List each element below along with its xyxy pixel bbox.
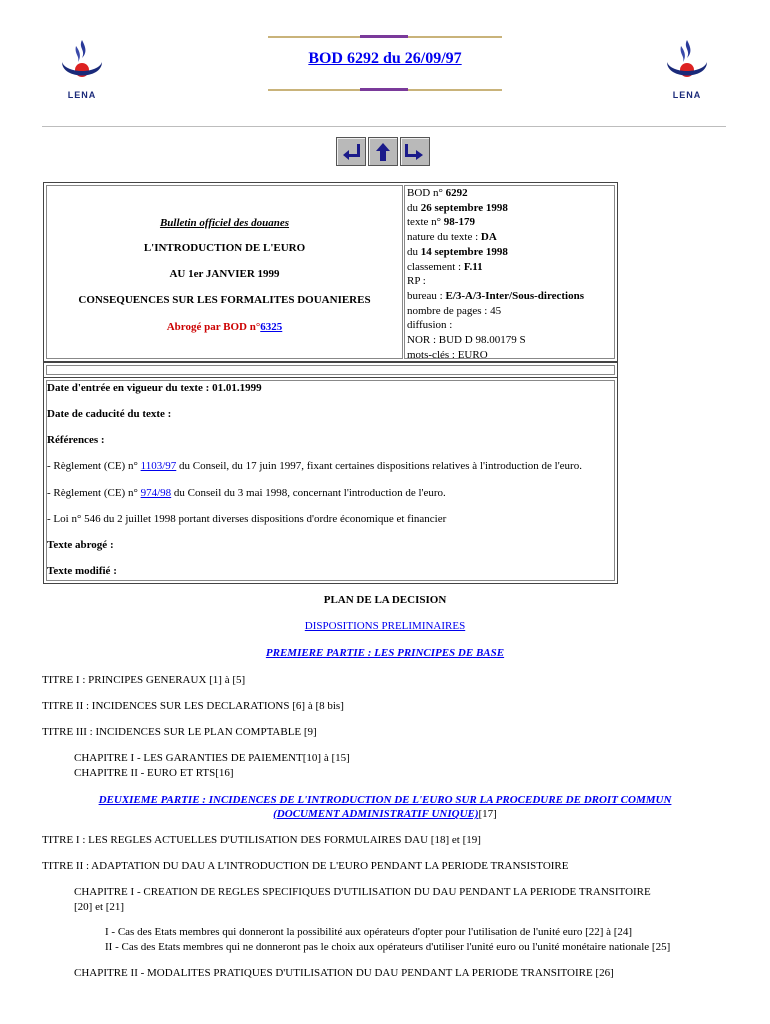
plan-titre-1: TITRE I : PRINCIPES GENERAUX [1] à [5] xyxy=(42,674,246,686)
page-title[interactable] xyxy=(268,50,502,68)
title-top-rule xyxy=(268,36,502,38)
subject-line-2: AU 1er JANVIER 1999 xyxy=(169,268,280,280)
reference-text: - Règlement (CE) n° xyxy=(47,487,141,499)
document-metadata-cell xyxy=(404,185,615,359)
empty-row xyxy=(43,362,618,378)
return-arrow-icon xyxy=(341,143,361,161)
meta-label: classement : xyxy=(407,260,464,273)
meta-nature xyxy=(407,230,497,245)
date-entree: Date d'entrée en vigueur du texte : 01.01.1999 xyxy=(47,382,262,394)
reference-1 xyxy=(47,460,582,472)
meta-rp: RP : xyxy=(407,275,426,288)
subject-line-1: L'INTRODUCTION DE L'EURO xyxy=(143,242,306,254)
next-button[interactable] xyxy=(400,137,430,166)
plan-p2-chapitre-2: CHAPITRE II - MODALITES PRATIQUES D'UTILISATION DU DAU PENDANT LA PERIODE TRANSITOIRE [26] xyxy=(74,967,614,979)
plan-titre-3: TITRE III : INCIDENCES SUR LE PLAN COMPTABLE [9] xyxy=(42,726,317,738)
meta-label: du xyxy=(407,201,421,214)
references-box xyxy=(43,377,618,584)
plan-p2-chapitre-1: CHAPITRE I - CREATION DE REGLES SPECIFIQUES D'UTILISATION DU DAU PENDANT LA PERIODE TRANSITOIRE xyxy=(74,886,651,898)
subject-line-3: CONSEQUENCES SUR LES FORMALITES DOUANIERES xyxy=(78,294,371,306)
lena-logo-right xyxy=(657,38,717,104)
link-text[interactable]: DISPOSITIONS PRELIMINAIRES xyxy=(304,620,466,632)
page-header xyxy=(0,0,770,130)
meta-nor: NOR : BUD D 98.00179 S xyxy=(407,334,526,346)
meta-value: 14 septembre 1998 xyxy=(420,245,508,258)
title-bottom-rule xyxy=(268,89,502,91)
meta-bureau xyxy=(407,289,584,304)
plan-heading: PLAN DE LA DECISION xyxy=(323,594,447,606)
meta-label: du xyxy=(407,245,421,258)
logo-text: LENA xyxy=(67,90,97,100)
logo-text: LENA xyxy=(672,90,702,100)
meta-bod xyxy=(407,186,468,201)
lena-logo-icon xyxy=(52,38,112,90)
plan-titre-2: TITRE II : INCIDENCES SUR LES DECLARATIONS [6] à [8 bis] xyxy=(42,700,344,712)
plan-link-partie-2[interactable] xyxy=(0,794,770,806)
reference-1-link[interactable]: 1103/97 xyxy=(140,460,177,472)
up-button[interactable] xyxy=(368,137,398,166)
date-caducite: Date de caducité du texte : xyxy=(47,408,172,420)
link-text[interactable]: DEUXIEME PARTIE : INCIDENCES DE L'INTRODUCTION DE L'EURO SUR LA PROCEDURE DE DROIT COMMUN xyxy=(98,794,672,806)
reference-2-link[interactable]: 974/98 xyxy=(140,487,172,499)
abroge-link[interactable]: 6325 xyxy=(260,321,283,333)
references-heading: Références : xyxy=(47,434,105,446)
plan-chapitre-2: CHAPITRE II - EURO ET RTS[16] xyxy=(74,767,234,779)
lena-logo-left xyxy=(52,38,112,104)
reference-text: - Règlement (CE) n° xyxy=(47,460,141,472)
paragraph-number: [17] xyxy=(478,808,497,820)
meta-date-2 xyxy=(407,245,508,260)
plan-link-preliminaires[interactable] xyxy=(0,620,770,632)
meta-label: texte n° xyxy=(407,216,444,229)
meta-value: 26 septembre 1998 xyxy=(420,201,508,214)
plan-p2-cas-2: II - Cas des Etats membres qui ne donneront pas le choix aux opérateurs d'utiliser l'unité euro ou l'unité monétaire nationale [25] xyxy=(105,941,671,953)
link-text[interactable]: (DOCUMENT ADMINISTRATIF UNIQUE) xyxy=(273,808,479,820)
meta-label: nature du texte : xyxy=(407,231,481,244)
meta-value: E/3-A/3-Inter/Sous-directions xyxy=(445,289,585,302)
reference-text: du Conseil du 3 mai 1998, concernant l'introduction de l'euro. xyxy=(171,487,446,499)
meta-value: F.11 xyxy=(463,260,483,273)
texte-modifie: Texte modifié : xyxy=(47,565,117,577)
plan-link-partie-1[interactable] xyxy=(0,647,770,659)
meta-value: DA xyxy=(480,231,497,244)
lena-logo-icon xyxy=(657,38,717,90)
reference-3: - Loi n° 546 du 2 juillet 1998 portant diverses dispositions d'ordre économique et financier xyxy=(47,513,447,525)
plan-p2-chapitre-1-cont: [20] et [21] xyxy=(74,901,125,913)
plan-p2-cas-1: I - Cas des Etats membres qui donneront la possibilité aux opérateurs d'opter pour l'utilisation de l'unité euro [22] à [24] xyxy=(105,926,633,938)
meta-value: 6292 xyxy=(445,187,468,199)
meta-label: bureau : xyxy=(407,289,446,302)
texte-abroge: Texte abrogé : xyxy=(47,539,114,551)
reference-2 xyxy=(47,487,446,499)
up-arrow-icon xyxy=(374,142,392,162)
page-title-link[interactable]: BOD 6292 du 26/09/97 xyxy=(308,50,462,67)
document-info-table xyxy=(43,182,618,362)
document-subject-cell xyxy=(46,185,403,359)
meta-texte xyxy=(407,215,475,230)
plan-p2-titre-1: TITRE I : LES REGLES ACTUELLES D'UTILISATION DES FORMULAIRES DAU [18] et [19] xyxy=(42,834,481,846)
meta-mots-cles: mots-clés : EURO xyxy=(407,348,488,361)
plan-chapitre-1: CHAPITRE I - LES GARANTIES DE PAIEMENT[10] à [15] xyxy=(74,752,350,764)
forward-arrow-icon xyxy=(405,143,425,161)
bulletin-title: Bulletin officiel des douanes xyxy=(159,217,290,229)
meta-diffusion: diffusion : xyxy=(407,319,453,332)
reference-text: du Conseil, du 17 juin 1997, fixant certaines dispositions relatives à l'introduction de l'euro. xyxy=(176,460,582,472)
plan-link-partie-2-cont[interactable] xyxy=(0,808,770,820)
back-button[interactable] xyxy=(336,137,366,166)
meta-pages: nombre de pages : 45 xyxy=(407,304,502,317)
abroge-prefix: Abrogé par BOD n° xyxy=(166,321,261,333)
link-text[interactable]: PREMIERE PARTIE : LES PRINCIPES DE BASE xyxy=(265,647,505,659)
plan-p2-titre-2: TITRE II : ADAPTATION DU DAU A L'INTRODUCTION DE L'EURO PENDANT LA PERIODE TRANSISTOIRE xyxy=(42,860,569,872)
meta-value: 98-179 xyxy=(443,216,475,229)
meta-label: BOD n° xyxy=(407,187,446,199)
meta-date xyxy=(407,201,508,216)
abroge-notice xyxy=(47,321,402,333)
meta-classement xyxy=(407,260,483,275)
header-divider xyxy=(42,126,726,127)
